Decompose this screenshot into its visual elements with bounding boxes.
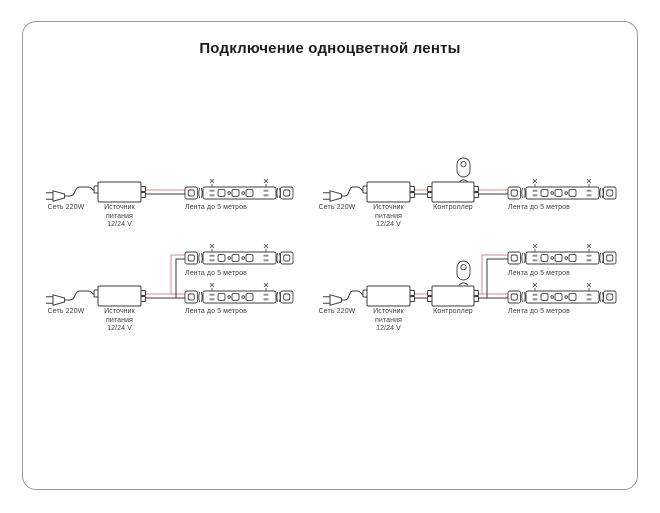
controller-label: Контроллер bbox=[433, 204, 473, 211]
power-cord bbox=[343, 187, 363, 196]
psu-label-line2: питания bbox=[375, 212, 402, 220]
controller-box bbox=[428, 286, 479, 306]
psu-voltage-label: 12/24 V bbox=[107, 220, 132, 228]
power-cord bbox=[343, 291, 363, 300]
plug-icon bbox=[46, 191, 66, 201]
strip-label: Лента до 5 метров bbox=[508, 308, 570, 315]
led-strip bbox=[185, 244, 293, 264]
remote-control-icon bbox=[457, 158, 470, 182]
led-strip bbox=[185, 283, 293, 303]
led-strip bbox=[185, 179, 293, 199]
led-strip bbox=[508, 283, 616, 303]
plug-label: Сеть 220W bbox=[47, 308, 85, 315]
controller-box bbox=[428, 182, 479, 202]
plug-icon bbox=[323, 295, 343, 305]
strip-label: Лента до 5 метров bbox=[185, 204, 247, 211]
psu-voltage-label: 12/24 V bbox=[376, 220, 401, 228]
psu-label-line1: Источник bbox=[373, 204, 404, 211]
plug-icon bbox=[46, 295, 66, 305]
psu-label-line2: питания bbox=[106, 316, 133, 324]
power-cord bbox=[66, 187, 94, 196]
psu-label-line1: Источник bbox=[104, 204, 135, 211]
psu-label-line1: Источник bbox=[104, 308, 135, 315]
page-title: Подключение одноцветной ленты bbox=[199, 40, 461, 57]
psu-label bbox=[91, 308, 148, 325]
power-supply-box bbox=[363, 182, 415, 202]
psu-label bbox=[91, 204, 148, 221]
power-cord bbox=[66, 291, 94, 300]
strip-label: Лента до 5 метров bbox=[185, 308, 247, 315]
power-supply-box bbox=[94, 182, 146, 202]
strip-label: Лента до 5 метров bbox=[185, 270, 247, 277]
psu-label bbox=[360, 204, 417, 221]
psu-voltage-label: 12/24 V bbox=[107, 324, 132, 332]
led-strip bbox=[508, 244, 616, 264]
psu-label bbox=[360, 308, 417, 325]
plug-label: Сеть 220W bbox=[318, 308, 356, 315]
plug-icon bbox=[323, 191, 343, 201]
led-strip bbox=[508, 179, 616, 199]
power-supply-box bbox=[94, 286, 146, 306]
controller-label: Контроллер bbox=[433, 308, 473, 315]
plug-label: Сеть 220W bbox=[318, 204, 356, 211]
power-supply-box bbox=[363, 286, 415, 306]
psu-label-line1: Источник bbox=[373, 308, 404, 315]
plug-label: Сеть 220W bbox=[47, 204, 85, 211]
psu-voltage-label: 12/24 V bbox=[376, 324, 401, 332]
psu-label-line2: питания bbox=[106, 212, 133, 220]
strip-label: Лента до 5 метров bbox=[508, 270, 570, 277]
strip-label: Лента до 5 метров bbox=[508, 204, 570, 211]
remote-control-icon bbox=[457, 261, 470, 285]
psu-label-line2: питания bbox=[375, 316, 402, 324]
